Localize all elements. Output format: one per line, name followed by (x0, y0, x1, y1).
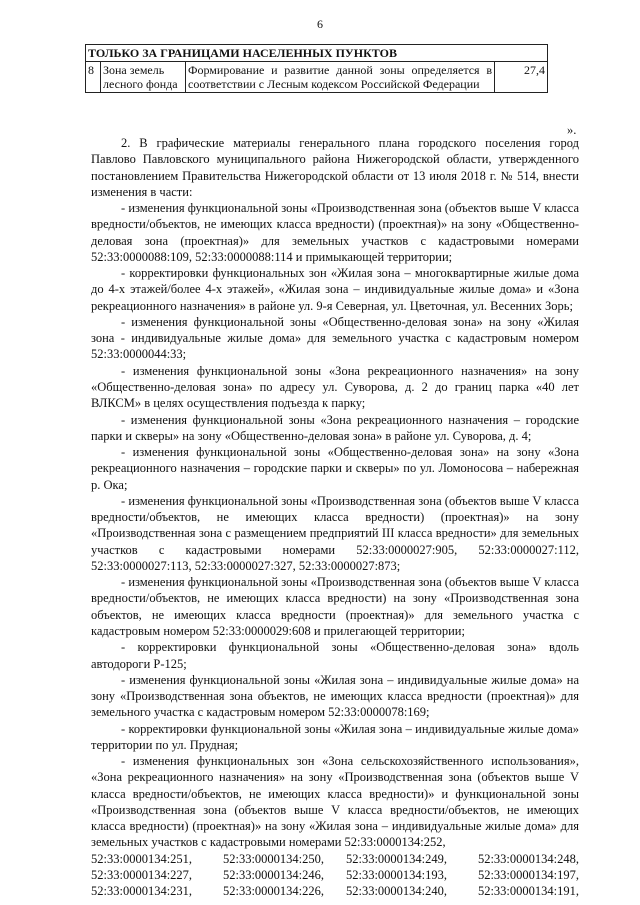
zones-table (85, 44, 548, 93)
parcel-number: 52:33:0000134:248, (477, 851, 579, 866)
parcel-number-grid (91, 851, 579, 900)
row-number: 8 (86, 62, 101, 93)
parcel-number: 52:33:0000134:249, (345, 851, 448, 866)
list-item: - изменения функциональной зоны «Производственная зона (объектов выше V класса вредности/объектов, не имеющих класса вредности) на зону «Производственная зона объектов, не имеющих класса вредности (проектная)» для земельного участка с кадастровым номером 52:33:0000029:608 и прилегающей территории; (91, 575, 579, 638)
table-header-row (86, 45, 548, 62)
closing-quote: ». (567, 123, 577, 137)
list-item: - изменения функциональных зон «Зона сельскохозяйственного использования», «Зона рекреационного назначения» на зону «Производственная зона (объектов выше V класса вредности/объектов, не имеющих класса вредности)» и функциональной зоны «Производственная зона (объектов выше V класса вредности/объектов, не имеющих класса вредности) (проектная)» на зону «Жилая зона – индивидуальные жилые дома» для земельных участков с кадастровыми номерами 52:33:0000134:252, (91, 754, 579, 850)
parcel-number: 52:33:0000134:227, (91, 867, 193, 882)
change-list (91, 200, 579, 753)
zone-name: Зона земель лесного фонда (101, 62, 186, 93)
list-item: - изменения функциональной зоны «Жилая зона – индивидуальные жилые дома» на зону «Производственная зона объектов, не имеющих класса вредности (проектная)» для земельного участка с кадастровым номером 52:33:0000078:169; (91, 672, 579, 720)
parcel-number: 52:33:0000134:250, (222, 851, 325, 866)
list-item: - изменения функциональной зоны «Общественно-деловая зона» на зону «Жилая зона - индивидуальные жилые дома» для земельного участка с кадастровым номером 52:33:0000044:33; (91, 314, 579, 362)
list-item: - корректировки функциональных зон «Жилая зона – многоквартирные жилые дома до 4-х этажей/более 4-х этажей», «Жилая зона – индивидуальные жилые дома» и «Зона рекреационного назначения» в районе ул. 9-я Северная, ул. Цветочная, ул. Весенних Зорь; (91, 266, 579, 313)
list-item: - корректировки функциональной зоны «Общественно-деловая зона» вдоль автодороги Р-125; (91, 640, 579, 671)
table-row (86, 62, 548, 93)
parcel-number: 52:33:0000134:246, (222, 867, 325, 882)
zone-area-value: 27,4 (495, 62, 548, 93)
list-item: - изменения функциональной зоны «Производственная зона (объектов выше V класса вредности/объектов, не имеющих класса вредности) (проектная)» на зону «Общественно-деловая зона (проектная)» для земельных участков с кадастровыми номерами 52:33:0000088:109, 52:33:0000088:114 и примыкающей территории; (91, 201, 579, 264)
parcel-number: 52:33:0000134:231, (91, 884, 193, 899)
list-item: - изменения функциональной зоны «Зона рекреационного назначения» на зону «Общественно-деловая зона» по адресу ул. Суворова, д. 2 до границ парка «40 лет ВЛКСМ» в целях осуществления подъезда к парку; (91, 363, 579, 411)
document-body (91, 135, 579, 899)
zone-description: Формирование и развитие данной зоны определяется в соответствии с Лесным кодексом Российской Федерации (186, 62, 495, 93)
list-item: - изменения функциональной зоны «Производственная зона (объектов выше V класса вредности/объектов, не имеющих класса вредности) (проектная)» на зону «Производственная зона с размещением предприятий III класса вредности» для земельных участков с кадастровыми номерами 52:33:0000027:905, 52:33:0000027:112, 52:33:0000027:113, 52:33:0000027:327, 52:33:0000027:873; (91, 493, 579, 573)
page-number: 6 (317, 17, 323, 31)
table-section-header: ТОЛЬКО ЗА ГРАНИЦАМИ НАСЕЛЕННЫХ ПУНКТОВ (86, 45, 548, 62)
parcel-number: 52:33:0000134:191, (477, 884, 579, 899)
parcel-number: 52:33:0000134:226, (222, 884, 325, 899)
parcel-number: 52:33:0000134:193, (345, 867, 448, 882)
list-item: - изменения функциональной зоны «Общественно-деловая зона» на зону «Зона рекреационного назначения – городские парки и скверы» по ул. Ломоносова – набережная р. Ока; (91, 445, 579, 492)
parcel-number: 52:33:0000134:251, (91, 851, 193, 866)
parcel-number: 52:33:0000134:240, (345, 884, 448, 899)
intro-paragraph: 2. В графические материалы генерального плана городского поселения город Павлово Павловского муниципального района Нижегородской области, утвержденного постановлением Правительства Нижегородской области от 13 июля 2018 г. № 514, внести изменения в части: (91, 136, 579, 199)
parcel-number: 52:33:0000134:197, (477, 867, 579, 882)
list-item: - изменения функциональной зоны «Зона рекреационного назначения – городские парки и скверы» на зону «Общественно-деловая зона» в районе ул. Суворова, д. 4; (91, 412, 579, 443)
list-item: - корректировки функциональной зоны «Жилая зона – индивидуальные жилые дома» территории по ул. Прудная; (91, 721, 579, 752)
